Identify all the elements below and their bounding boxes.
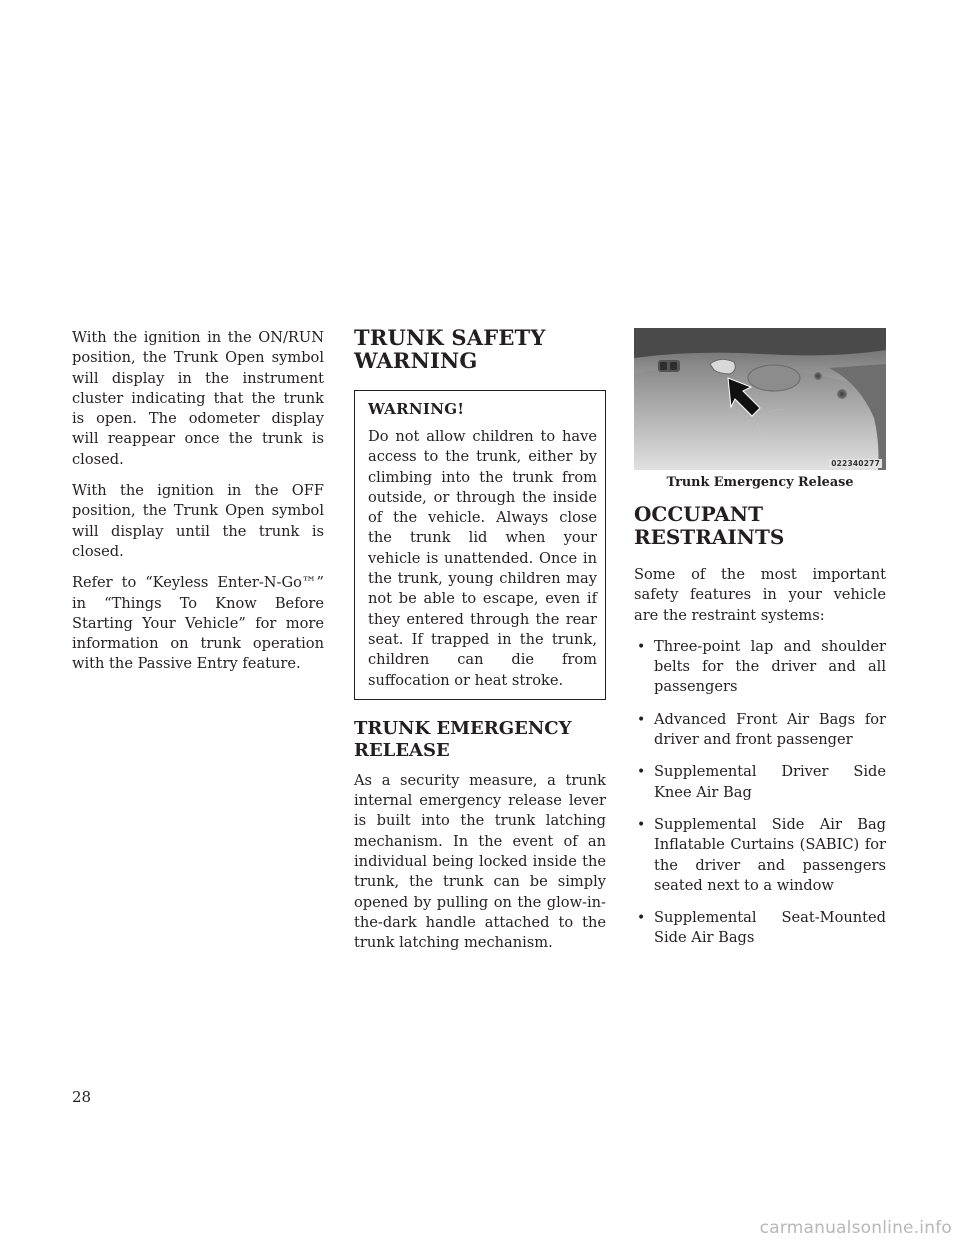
middle-column	[354, 325, 606, 965]
list-item-text: Advanced Front Air Bags for driver and front passenger	[654, 710, 886, 749]
occupant-restraints-heading: OCCUPANT RESTRAINTS	[634, 502, 785, 549]
trunk-emergency-release-photo	[634, 328, 886, 470]
page-number: 28	[72, 1088, 92, 1106]
figure-caption: Trunk Emergency Release	[666, 475, 854, 490]
list-item-text: Three-point lap and shoulder belts for the driver and all passengers	[654, 637, 886, 696]
bullet-icon: •	[637, 910, 646, 927]
bullet-icon: •	[637, 816, 646, 833]
occupant-restraints-intro: Some of the most important safety features in your vehicle are the restraint systems:	[634, 566, 886, 624]
keyless-reference-paragraph: Refer to “Keyless Enter-N-Go™” in “Things To Know Before Starting Your Vehicle” for more information on trunk operation with the Passive Entry feature.	[72, 574, 324, 673]
bullet-icon: •	[637, 638, 646, 655]
trunk-safety-heading-line1: TRUNK SAFETY	[354, 325, 546, 350]
trunk-interior-illustration	[634, 328, 886, 470]
list-item-text: Supplemental Side Air Bag Inflatable Curtains (SABIC) for the driver and passengers seated next to a window	[654, 815, 886, 894]
restraint-list	[634, 637, 886, 949]
trunk-safety-heading-line2: WARNING	[354, 348, 478, 373]
warning-box	[354, 390, 606, 700]
ignition-on-paragraph: With the ignition in the ON/RUN position, the Trunk Open symbol will display in the instrument cluster indicating that the trunk is open. The odometer display will reappear once the trunk is closed.	[72, 329, 324, 468]
bullet-icon: •	[637, 764, 646, 781]
list-item	[634, 762, 886, 803]
warning-title: WARNING!	[368, 400, 465, 418]
list-item	[634, 637, 886, 698]
trunk-safety-heading	[354, 326, 606, 372]
figure-code: 022340277	[831, 459, 880, 468]
trunk-emergency-heading-line1: TRUNK EMERGENCY	[354, 717, 572, 739]
watermark-link[interactable]: carmanualsonline.info	[759, 1218, 952, 1238]
left-column	[72, 328, 324, 686]
list-item	[634, 815, 886, 896]
list-item	[634, 908, 886, 949]
trunk-emergency-text: As a security measure, a trunk internal emergency release lever is built into the trunk latching mechanism. In the event of an individual being locked inside the trunk, the trunk can be simply opened by pulling on the glow-in-the-dark handle attached to the trunk latching mechanism.	[354, 771, 606, 952]
list-item-text: Supplemental Seat-Mounted Side Air Bags	[654, 909, 886, 947]
bullet-icon: •	[637, 711, 646, 728]
trunk-emergency-heading	[354, 718, 606, 762]
list-item	[634, 710, 886, 751]
list-item-text: Supplemental Driver Side Knee Air Bag	[654, 763, 886, 801]
trunk-emergency-heading-line2: RELEASE	[354, 739, 450, 761]
right-column	[634, 328, 886, 961]
ignition-off-paragraph: With the ignition in the OFF position, the Trunk Open symbol will display until the trunk is closed.	[72, 482, 324, 560]
warning-text: Do not allow children to have access to the trunk, either by climbing into the trunk from outside, or through the inside of the vehicle. Always close the trunk lid when your vehicle is unattended. Once in the trunk, young children may not be able to escape, even if they entered through the rear seat. If trapped in the trunk, children can die from suffocation or heat stroke.	[368, 428, 597, 689]
